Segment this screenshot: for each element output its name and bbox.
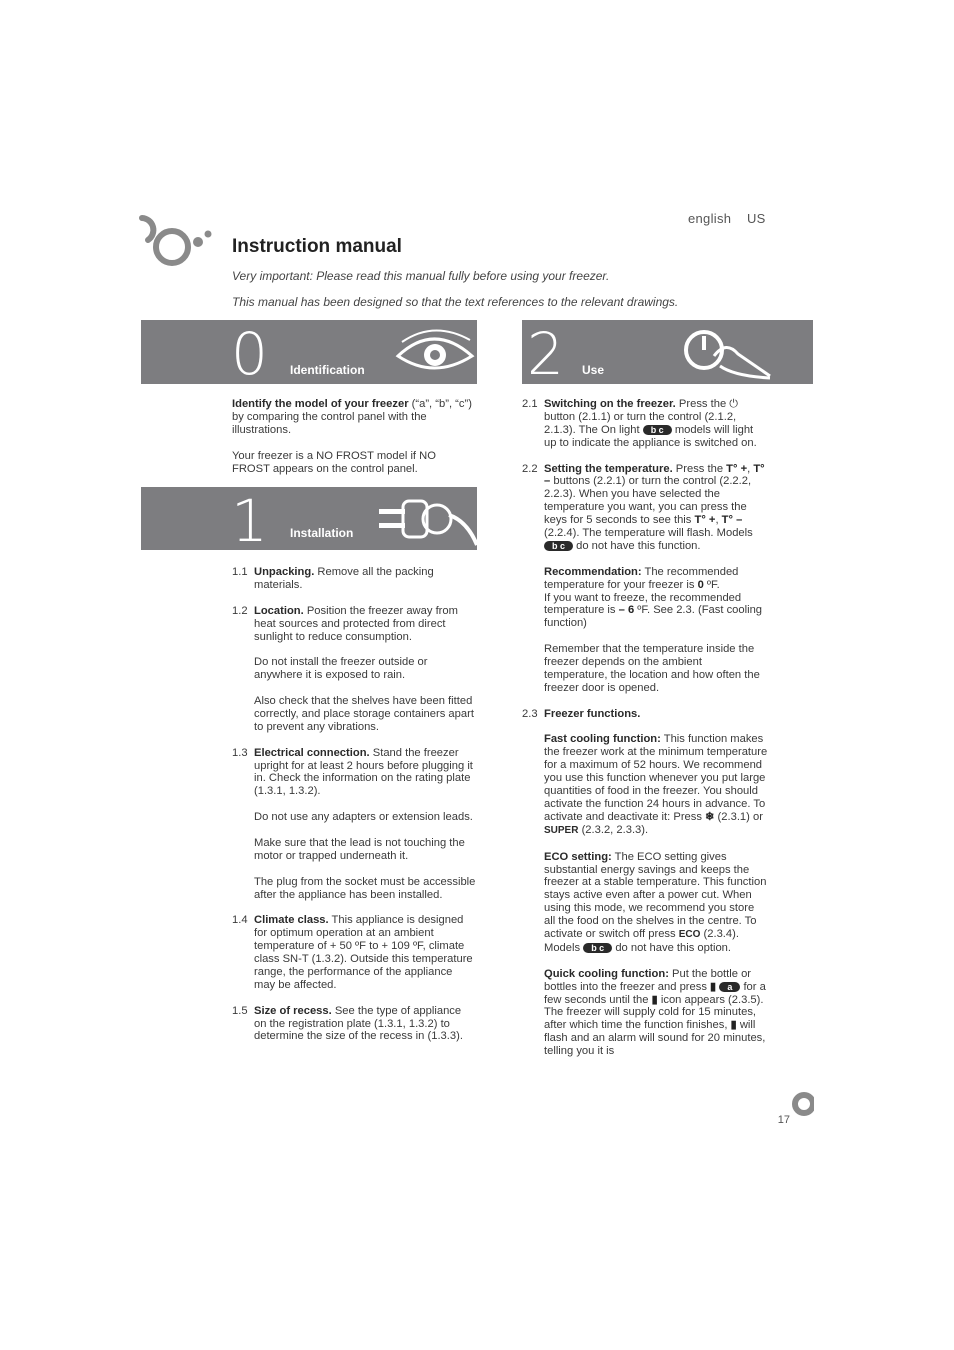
identify-text: by comparing the control panel with the illustrations. <box>232 410 427 436</box>
models-bc-badge: b c <box>544 541 573 551</box>
identification-section <box>232 398 472 488</box>
temp-plus-icon: T° + <box>694 514 716 527</box>
list-item: 1.4 Climate class. This appliance is designed for optimum operation at an ambient temperature of + 50 ºF to + 109 ºF, climate class SN-T (1.3.2). Outside this temperature range, the performance of the appliance may be affected. <box>232 914 473 991</box>
temp-display-value: – 6 <box>618 604 635 617</box>
banner-use <box>522 320 813 388</box>
power-button-icon: ⏻ <box>729 398 739 410</box>
brand-logo <box>138 214 216 270</box>
bottle-icon: ▮ <box>651 993 658 1006</box>
banner-number: 2 <box>527 320 564 388</box>
list-item: 1.5 Size of recess. See the type of appliance on the registration plate (1.3.1, 1.3.2) to determine the size of the recess in (1.3.3). <box>232 1004 463 1043</box>
eco-label: ECO <box>678 929 701 941</box>
no-frost-text: Your freezer is a NO FROST model if NO FROST appears on the control panel. <box>232 449 436 475</box>
language-label <box>688 211 766 226</box>
model-a-badge: a <box>719 982 740 992</box>
list-item: 1.2 Location. Position the freezer away from heat sources and protected from direct sunlight to reduce consumption. Do not install the freezer outside or anywhere it is exposed to rain. Also check that the shelves have been fitted correctly, and place storage containers apart to prevent any vibrations. <box>232 604 474 733</box>
list-item: 1.3 Electrical connection. Stand the freezer upright for at least 2 hours before plugging it in. Check the information on the rating plate (1.3.1, 1.3.2). Do not use any adapters or extension leads. Make sure that the lead is not touching the motor or trapped underneath it. The plug from the socket must be accessible after the appliance has been installed. <box>232 746 476 901</box>
banner-label: Identification <box>290 363 365 377</box>
page-title: Instruction manual <box>232 236 402 257</box>
temp-minus-icon: T° – <box>721 514 743 527</box>
intro-references: This manual has been designed so that the text references to the relevant drawings. <box>232 295 679 309</box>
temp-plus-icon: T° + <box>726 462 748 475</box>
banner-label: Use <box>582 363 605 377</box>
banner-identification <box>141 320 477 388</box>
banner-label: Installation <box>290 526 354 540</box>
list-item: 1.1 Unpacking. Remove all the packing materials. <box>232 566 434 591</box>
model-letters: (“a”, “b”, “c”) <box>411 398 472 410</box>
page-corner-icon <box>790 1090 814 1118</box>
page-number: 17 <box>777 1114 790 1126</box>
use-section <box>522 398 768 1071</box>
bottle-icon: ▮ <box>710 980 717 993</box>
banner-installation <box>141 487 477 555</box>
models-bc-badge: b c <box>643 425 672 435</box>
eye-icon <box>394 326 476 378</box>
region: US <box>746 211 766 226</box>
list-item: 2.1 Switching on the freezer. Press the ⏻ button (2.1.1) or turn the control (2.1.2, 2.1.3). The On light b c models will light up to indicate the appliance is switched on. <box>522 398 757 449</box>
list-item: 2.3 Freezer functions. Fast cooling function: This function makes the freezer work at the minimum temperature for a maximum of 52 hours. We recommend you use this function whenever you put large quantities of food in the freezer. You should activate the function 24 hours in advance. To activate and deactivate it: Press ❄ (2.3.1) or SUPER (2.3.2, 2.3.3). ECO setting: The ECO setting gives substantial energy savings and keeps the freezer at a stable temperature. This function stays active even after a power cut. When using this mode, we recommend you store all the food on the shelves in the centre. To activate or switch off press ECO (2.3.4). Models b c do not have this option. Quick cooling function: Put the bottle or bottles into the freezer and press ▮ a for a few seconds until the ▮ icon appears (2.3.5). The freezer will supply cold for 15 minutes, after which time the function finishes, ▮ will flash and an alarm will sound for 20 minutes, telling you it is <box>522 707 768 1058</box>
list-item: 2.2 Setting the temperature. Press the T° +, T° – buttons (2.2.1) or turn the control (2.2.2, 2.2.3). When you have selected the temperature you want, you can press the keys for 5 seconds to see this T° +, T° – (2.2.4). The temperature will flash. Models b c do not have this function. Recommendation: The recommended temperature for your freezer is 0 ºF. If you want to freeze, the recommended temperature is – 6 ºF. See 2.3. (Fast cooling function) Remember that the temperature inside the freezer depends on the ambient temperature, the location and how often the freezer door is opened. <box>522 462 765 694</box>
intro-important: Very important: Please read this manual fully before using your freezer. <box>232 269 610 283</box>
banner-number: 0 <box>231 320 268 388</box>
language: english <box>688 211 732 226</box>
temp-minus-icon: T° – <box>544 462 765 488</box>
super-label: SUPER <box>544 824 579 836</box>
bottle-icon: ▮ <box>730 1019 737 1032</box>
models-bc-badge: b c <box>583 943 612 953</box>
hand-press-icon <box>682 326 772 382</box>
installation-section <box>232 566 476 1056</box>
snowflake-icon: ❄ <box>705 810 715 823</box>
identify-heading: Identify the model of your freezer <box>232 398 409 410</box>
plug-icon <box>377 493 477 547</box>
temp-display-value: 0 <box>697 578 704 591</box>
banner-number: 1 <box>231 487 268 555</box>
